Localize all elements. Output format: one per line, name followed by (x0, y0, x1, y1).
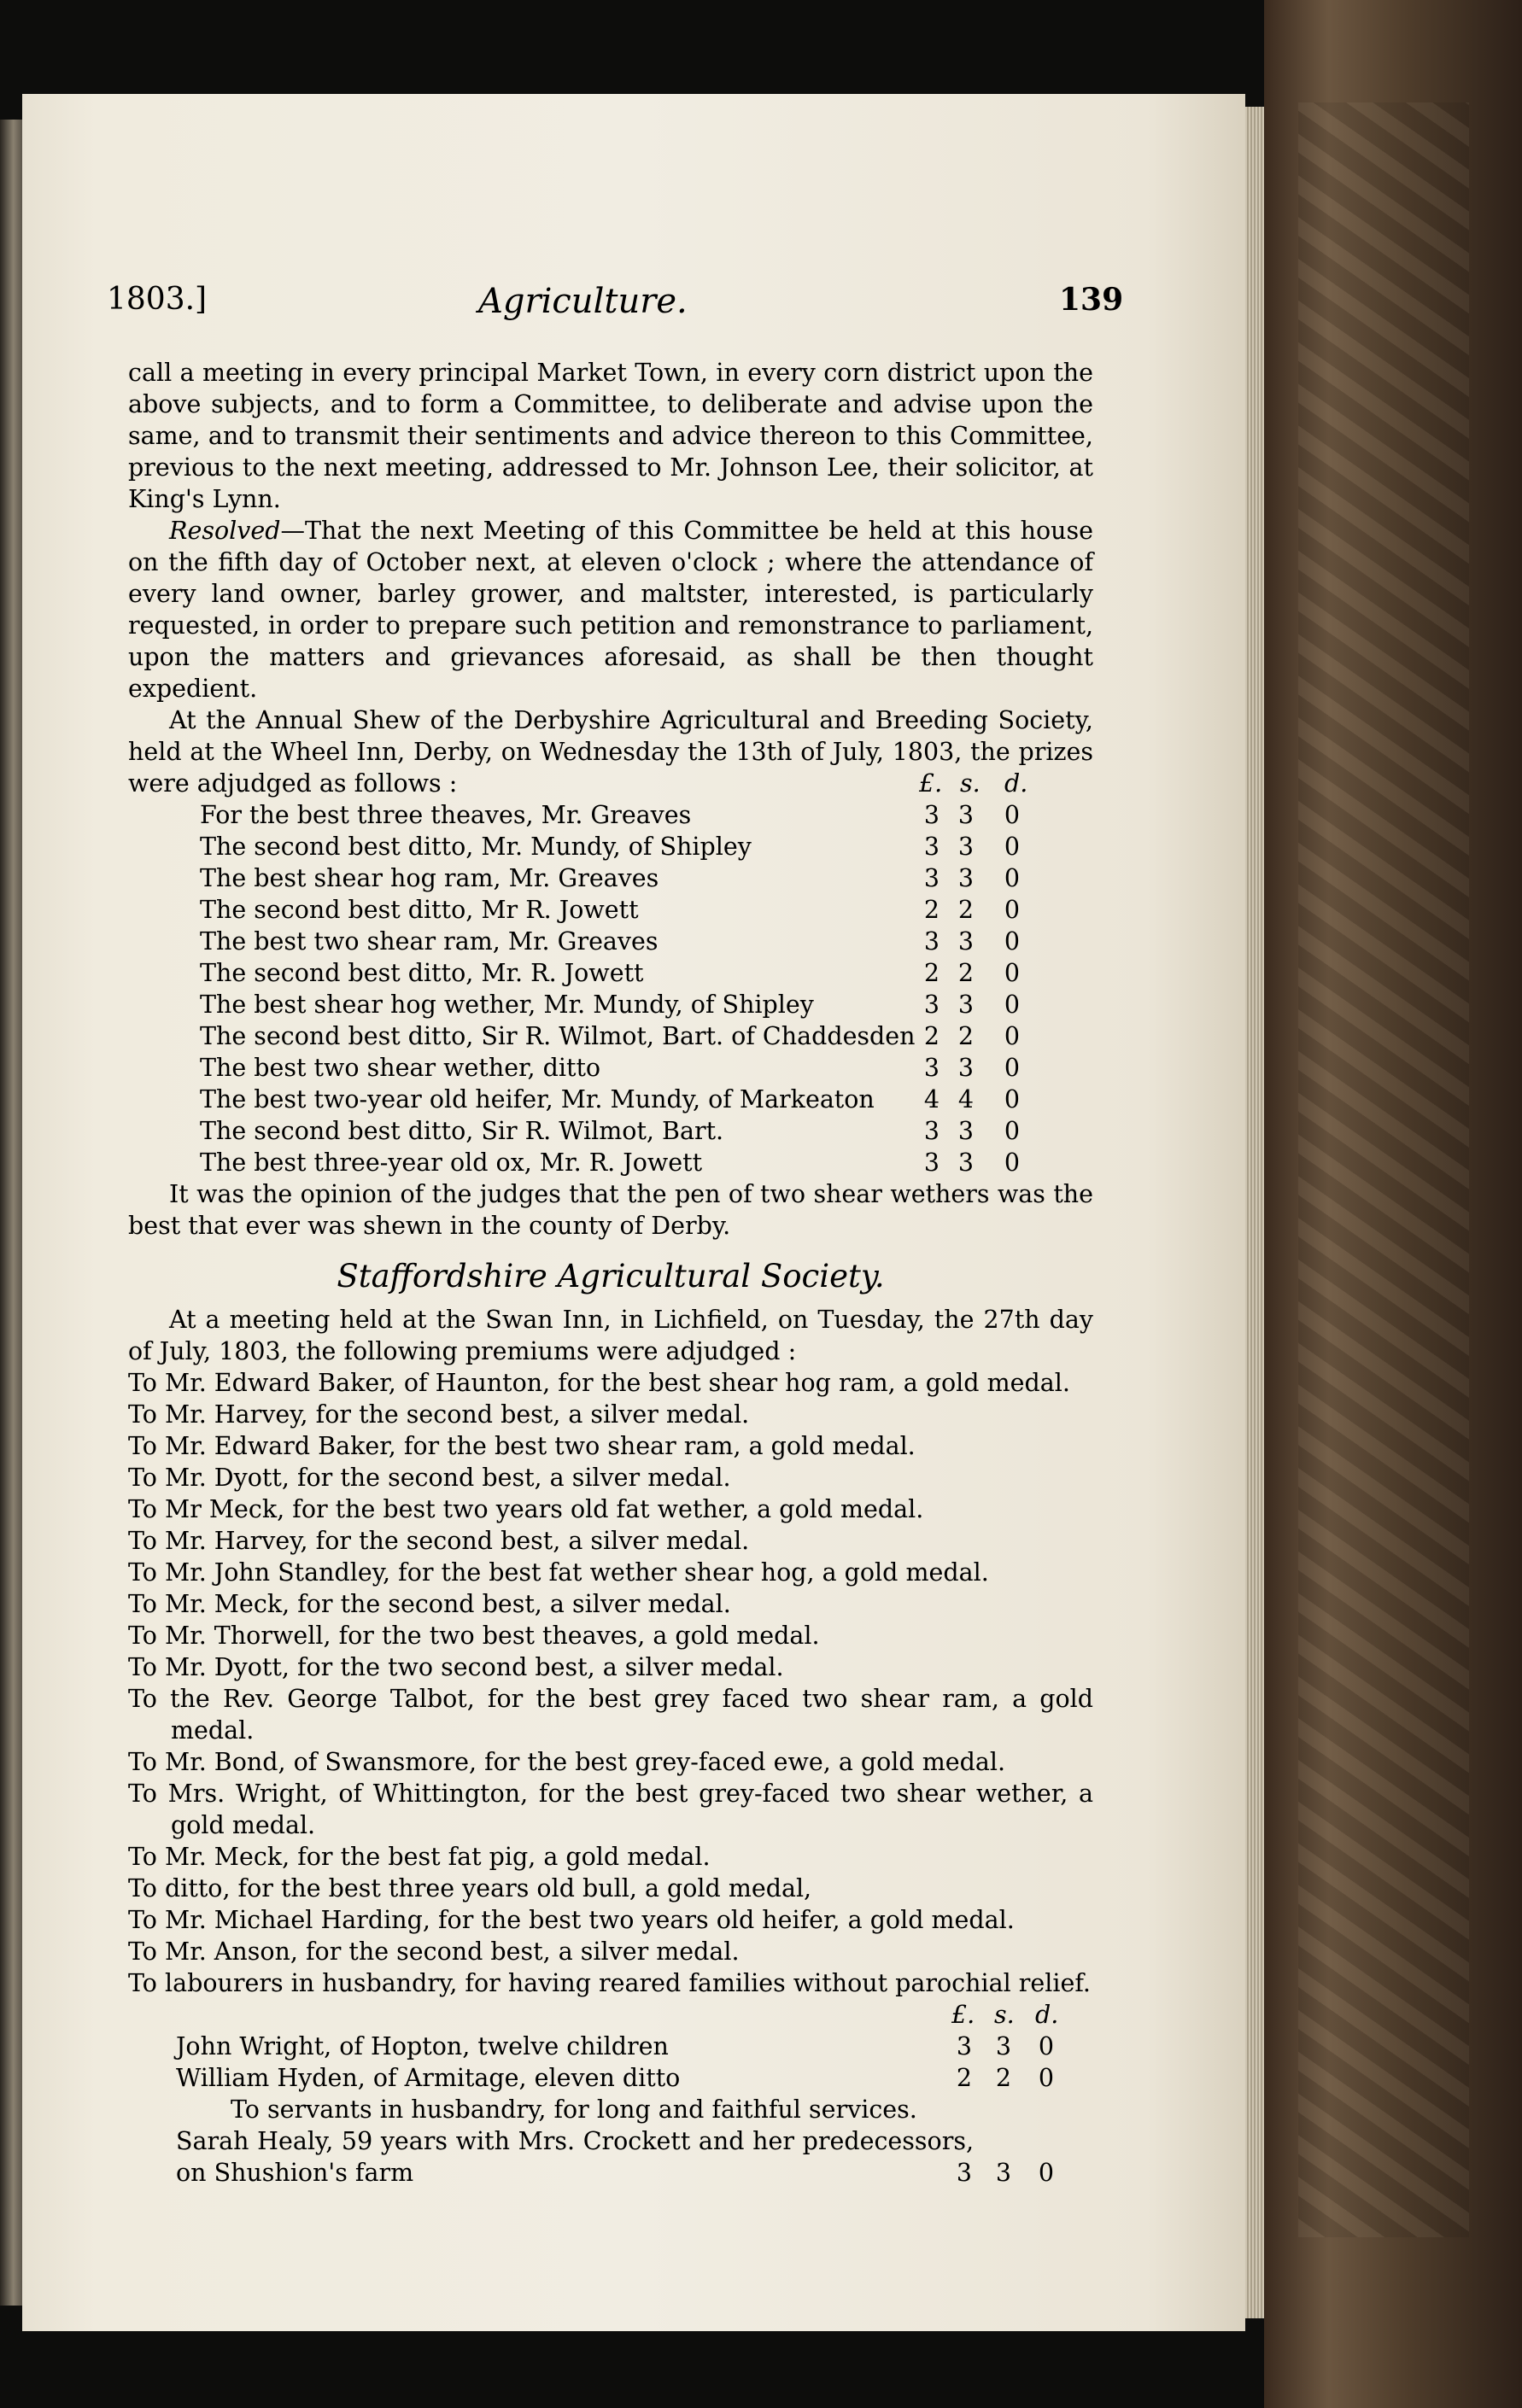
derbyshire-closing: It was the opinion of the judges that the pen of two shear wethers was the best that ever was shewn in the county of Derby. (128, 1180, 1093, 1240)
page-stack-edge (1245, 107, 1264, 2318)
prize-row: The best two shear wether, ditto 3 3 0 (200, 1054, 1021, 1082)
currency-column-headers-2 (128, 1999, 1093, 2031)
prize-row: The second best ditto, Mr R. Jowett 2 2 0 (200, 896, 1021, 924)
resolved-text: —That the next Meeting of this Committee be held at this house on the fifth day of October next, at eleven o'clock ; where the attendance of every land owner, barley grower, and maltster, interested, is particularly requested, in order to prepare such petition and remonstrance to parliament, upon the matters and grievances aforesaid, as shall be then thought expedient. (128, 517, 1093, 703)
servant-entry (128, 2125, 1093, 2189)
staffordshire-award-list (128, 1367, 1093, 1999)
award-entry: To Mr. Meck, for the best fat pig, a gold medal. (128, 1843, 711, 1871)
servant-text: Sarah Healy, 59 years with Mrs. Crockett and her predecessors, on Shushion's farm (176, 2127, 974, 2187)
running-head-title: Agriculture. (478, 282, 688, 321)
shillings-header: s. (960, 769, 981, 798)
pence-header: d. (1004, 769, 1028, 798)
prize-row: The best two shear ram, Mr. Greaves 3 3 0 (200, 927, 1021, 956)
award-entry: To Mrs. Wright, of Whittington, for the best grey-faced two shear wether, a gold medal. (128, 1780, 1093, 1839)
derbyshire-intro: At the Annual Shew of the Derbyshire Agricultural and Breeding Society, held at the Wheel Inn, Derby, on Wednesday the 13th of July, 1803, the prizes were adjudged as follows : (128, 706, 1093, 798)
award-entry: To the Rev. George Talbot, for the best grey faced two shear ram, a gold medal. (128, 1685, 1093, 1745)
award-entry: To Mr. Meck, for the second best, a silver medal. (128, 1590, 731, 1618)
award-entry: To labourers in husbandry, for having reared families without parochial relief. (128, 1969, 1091, 1997)
intro-paragraph: call a meeting in every principal Market Town, in every corn district upon the above subjects, and to form a Committee, to deliberate and advise upon the same, and to transmit their sentiments and advice thereon to this Committee, previous to the next meeting, addressed to Mr. Johnson Lee, their solicitor, at King's Lynn. (128, 359, 1093, 513)
page-number: 139 (1059, 282, 1124, 318)
prize-row: The second best ditto, Sir R. Wilmot, Bart. of Chaddesden 2 2 0 (200, 1022, 1021, 1050)
pounds-header: £. (919, 769, 943, 798)
prize-row: The second best ditto, Mr. R. Jowett 2 2 0 (200, 959, 1021, 987)
award-entry: To Mr. Edward Baker, of Haunton, for the best shear hog ram, a gold medal. (128, 1369, 1070, 1397)
servant-shillings: 3 (995, 2159, 1012, 2187)
book-left-edge (0, 120, 22, 2306)
running-head-year: 1803.] (107, 282, 208, 317)
labourer-row: John Wright, of Hopton, twelve children 3 3 0 (176, 2032, 1055, 2060)
award-entry: To ditto, for the best three years old bull, a gold medal, (128, 1874, 812, 1902)
award-entry: To Mr. Dyott, for the second best, a silver medal. (128, 1464, 731, 1492)
award-entry: To Mr. Thorwell, for the two best theaves, a gold medal. (128, 1622, 820, 1650)
resolved-lead: Resolved (169, 517, 281, 545)
staffordshire-intro: At a meeting held at the Swan Inn, in Lichfield, on Tuesday, the 27th day of July, 1803, the following premiums were adjudged : (128, 1306, 1093, 1365)
shillings-header-2: s. (994, 2001, 1015, 2029)
servant-pounds: 3 (956, 2159, 973, 2187)
pounds-header-2: £. (951, 2001, 975, 2029)
servant-pence: 0 (1038, 2159, 1055, 2187)
prize-row: For the best three theaves, Mr. Greaves 3 3 0 (200, 801, 1021, 829)
prize-row: The best shear hog ram, Mr. Greaves 3 3 0 (200, 864, 1021, 892)
award-entry: To Mr. Dyott, for the two second best, a silver medal. (128, 1653, 784, 1681)
prize-row: The best shear hog wether, Mr. Mundy, of Shipley 3 3 0 (200, 991, 1021, 1019)
award-entry: To Mr. Bond, of Swansmore, for the best grey-faced ewe, a gold medal. (128, 1748, 1006, 1776)
award-entry: To Mr. Edward Baker, for the best two shear ram, a gold medal. (128, 1432, 916, 1460)
servants-note: To servants in husbandry, for long and faithful services. (231, 2095, 917, 2124)
prize-row: The best three-year old ox, Mr. R. Jowett 3 3 0 (200, 1148, 1021, 1177)
award-entry: To Mr. John Standley, for the best fat wether shear hog, a gold medal. (128, 1558, 989, 1587)
pence-header-2: d. (1035, 2001, 1059, 2029)
prize-row: The second best ditto, Mr. Mundy, of Shipley 3 3 0 (200, 833, 1021, 861)
page-body (128, 357, 1093, 2189)
derbyshire-prize-list (128, 799, 1093, 1178)
award-entry: To Mr. Michael Harding, for the best two years old heifer, a gold medal. (128, 1906, 1015, 1934)
prize-row: The second best ditto, Sir R. Wilmot, Bart. 3 3 0 (200, 1117, 1021, 1145)
leather-binding (1264, 0, 1522, 2408)
section-title-staffordshire: Staffordshire Agricultural Society. (337, 1258, 885, 1295)
labourer-row: William Hyden, of Armitage, eleven ditto 2 2 0 (176, 2064, 1055, 2092)
award-entry: To Mr. Harvey, for the second best, a silver medal. (128, 1400, 750, 1429)
award-entry: To Mr. Harvey, for the second best, a silver medal. (128, 1527, 750, 1555)
prize-row: The best two-year old heifer, Mr. Mundy, of Markeaton 4 4 0 (200, 1085, 1021, 1113)
resolved-paragraph (128, 515, 1093, 704)
award-entry: To Mr. Anson, for the second best, a silver medal. (128, 1938, 740, 1966)
award-entry: To Mr Meck, for the best two years old fat wether, a gold medal. (128, 1495, 924, 1523)
